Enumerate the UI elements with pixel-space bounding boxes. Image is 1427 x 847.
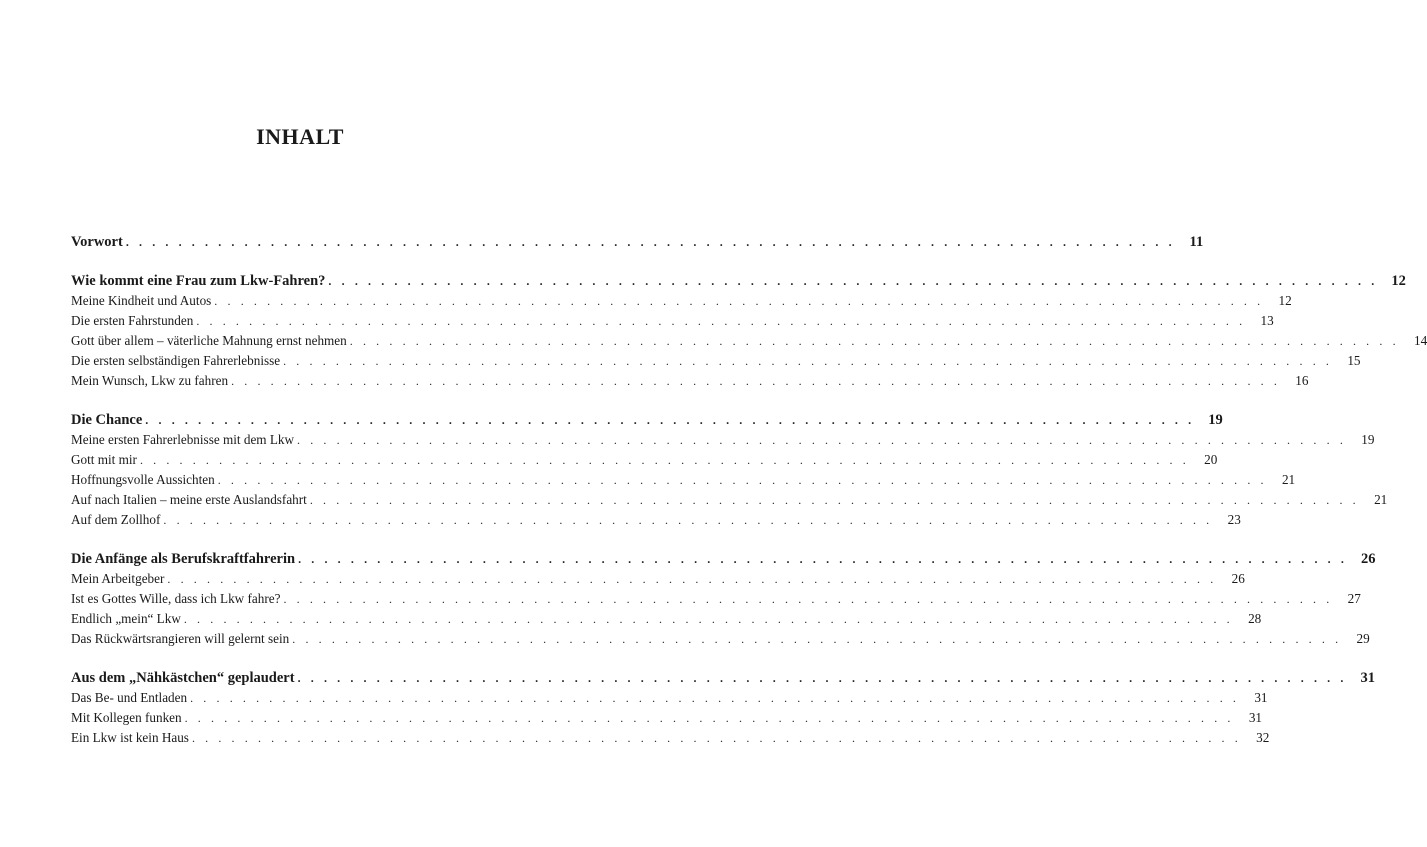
toc-entry-page: 14 — [1413, 333, 1427, 348]
dot-leader: . . . . . . . . . . . . . . . . . . . . . . . . . . . . . . . . . . . . . . . . . . . . . . . . . . . . . . . . . . . . . . . . . . . . . . . . . . . . . . . . — [297, 671, 1347, 685]
toc-entry[interactable] — [71, 728, 1270, 748]
toc-section — [71, 668, 1375, 748]
dot-leader: . . . . . . . . . . . . . . . . . . . . . . . . . . . . . . . . . . . . . . . . . . . . . . . . . . . . . . . . . . . . . . . . . . . . . . . . . . . . . . . . — [167, 572, 1217, 586]
toc-entry-label: Die ersten Fahrstunden — [71, 313, 194, 328]
toc-entry[interactable] — [71, 351, 1361, 371]
toc-section — [71, 271, 1427, 391]
toc-entry-label: Aus dem „Nähkästchen“ geplaudert — [71, 670, 295, 686]
dot-leader: . . . . . . . . . . . . . . . . . . . . . . . . . . . . . . . . . . . . . . . . . . . . . . . . . . . . . . . . . . . . . . . . . . . . . . . . . . . . . . . . — [184, 711, 1235, 725]
dot-leader: . . . . . . . . . . . . . . . . . . . . . . . . . . . . . . . . . . . . . . . . . . . . . . . . . . . . . . . . . . . . . . . . . . . . . . . . . . . . . . . . — [125, 235, 1176, 249]
dot-leader: . . . . . . . . . . . . . . . . . . . . . . . . . . . . . . . . . . . . . . . . . . . . . . . . . . . . . . . . . . . . . . . . . . . . . . . . . . . . . . . . — [328, 274, 1378, 288]
toc-chapter-entry[interactable] — [71, 232, 1204, 252]
toc-entry-label: Ein Lkw ist kein Haus — [71, 730, 189, 745]
dot-leader: . . . . . . . . . . . . . . . . . . . . . . . . . . . . . . . . . . . . . . . . . . . . . . . . . . . . . . . . . . . . . . . . . . . . . . . . . . . . . . . . — [283, 354, 1333, 368]
toc-entry-page: 12 — [1278, 293, 1292, 308]
toc-section — [71, 232, 1204, 252]
toc-entry-label: Endlich „mein“ Lkw — [71, 611, 181, 626]
toc-entry-page: 16 — [1295, 373, 1309, 388]
toc-entry[interactable] — [71, 609, 1262, 629]
dot-leader: . . . . . . . . . . . . . . . . . . . . . . . . . . . . . . . . . . . . . . . . . . . . . . . . . . . . . . . . . . . . . . . . . . . . . . . . . . . . . . . . — [217, 473, 1268, 487]
dot-leader: . . . . . . . . . . . . . . . . . . . . . . . . . . . . . . . . . . . . . . . . . . . . . . . . . . . . . . . . . . . . . . . . . . . . . . . . . . . . . . . . — [214, 294, 1264, 308]
dot-leader: . . . . . . . . . . . . . . . . . . . . . . . . . . . . . . . . . . . . . . . . . . . . . . . . . . . . . . . . . . . . . . . . . . . . . . . . . . . . . . . . — [231, 374, 1281, 388]
dot-leader: . . . . . . . . . . . . . . . . . . . . . . . . . . . . . . . . . . . . . . . . . . . . . . . . . . . . . . . . . . . . . . . . . . . . . . . . . . . . . . . . — [183, 612, 1234, 626]
dot-leader: . . . . . . . . . . . . . . . . . . . . . . . . . . . . . . . . . . . . . . . . . . . . . . . . . . . . . . . . . . . . . . . . . . . . . . . . . . . . . . . . — [297, 433, 1347, 447]
toc-entry-label: Gott mit mir — [71, 452, 137, 467]
toc-entry[interactable] — [71, 470, 1296, 490]
dot-leader: . . . . . . . . . . . . . . . . . . . . . . . . . . . . . . . . . . . . . . . . . . . . . . . . . . . . . . . . . . . . . . . . . . . . . . . . . . . . . . . . — [349, 334, 1400, 348]
toc-entry-label: Hoffnungsvolle Aussichten — [71, 472, 215, 487]
toc-entry[interactable] — [71, 708, 1263, 728]
toc-entry-page: 20 — [1204, 452, 1218, 467]
toc-entry-page: 15 — [1347, 353, 1361, 368]
toc-entry-label: Mit Kollegen funken — [71, 710, 182, 725]
dot-leader: . . . . . . . . . . . . . . . . . . . . . . . . . . . . . . . . . . . . . . . . . . . . . . . . . . . . . . . . . . . . . . . . . . . . . . . . . . . . . . . . — [283, 592, 1333, 606]
toc-entry[interactable] — [71, 589, 1361, 609]
toc-entry-label: Auf dem Zollhof — [71, 512, 161, 527]
toc-entry[interactable] — [71, 311, 1274, 331]
toc-entry-label: Gott über allem – väterliche Mahnung ernst nehmen — [71, 333, 347, 348]
toc-entry-page: 23 — [1227, 512, 1241, 527]
toc-entry-label: Meine Kindheit und Autos — [71, 293, 212, 308]
toc-entry-page: 11 — [1189, 234, 1204, 250]
toc-entry[interactable] — [71, 450, 1218, 470]
dot-leader: . . . . . . . . . . . . . . . . . . . . . . . . . . . . . . . . . . . . . . . . . . . . . . . . . . . . . . . . . . . . . . . . . . . . . . . . . . . . . . . . — [292, 632, 1342, 646]
toc-entry-label: Meine ersten Fahrerlebnisse mit dem Lkw — [71, 432, 295, 447]
page-title: INHALT — [256, 124, 344, 149]
toc-entry-label: Mein Arbeitgeber — [71, 571, 165, 586]
toc-entry-page: 12 — [1391, 273, 1406, 289]
toc-chapter-entry[interactable] — [71, 271, 1406, 291]
toc-entry-page: 31 — [1254, 690, 1268, 705]
toc-entry-page: 27 — [1347, 591, 1361, 606]
toc-entry-page: 26 — [1360, 551, 1376, 567]
toc-entry-label: Das Be- und Entladen — [71, 690, 188, 705]
toc-entry[interactable] — [71, 331, 1427, 351]
toc-entry-label: Die Chance — [71, 412, 143, 428]
toc-section — [71, 549, 1376, 649]
toc-entry-page: 32 — [1256, 730, 1270, 745]
toc-entry-page: 31 — [1360, 670, 1375, 686]
toc-entry-label: Die Anfänge als Berufskraftfahrerin — [71, 551, 296, 567]
toc-section — [71, 410, 1388, 530]
toc-entry[interactable] — [71, 291, 1292, 311]
toc-entry-page: 21 — [1281, 472, 1296, 487]
toc-entry-label: Die ersten selbständigen Fahrerlebnisse — [71, 353, 281, 368]
dot-leader: . . . . . . . . . . . . . . . . . . . . . . . . . . . . . . . . . . . . . . . . . . . . . . . . . . . . . . . . . . . . . . . . . . . . . . . . . . . . . . . . — [191, 731, 1242, 745]
toc-entry-page: 13 — [1260, 313, 1274, 328]
toc-entry[interactable] — [71, 688, 1268, 708]
toc-entry-page: 19 — [1361, 432, 1375, 447]
dot-leader: . . . . . . . . . . . . . . . . . . . . . . . . . . . . . . . . . . . . . . . . . . . . . . . . . . . . . . . . . . . . . . . . . . . . . . . . . . . . . . . . — [309, 493, 1360, 507]
dot-leader: . . . . . . . . . . . . . . . . . . . . . . . . . . . . . . . . . . . . . . . . . . . . . . . . . . . . . . . . . . . . . . . . . . . . . . . . . . . . . . . . — [196, 314, 1246, 328]
toc-entry[interactable] — [71, 510, 1241, 530]
dot-leader: . . . . . . . . . . . . . . . . . . . . . . . . . . . . . . . . . . . . . . . . . . . . . . . . . . . . . . . . . . . . . . . . . . . . . . . . . . . . . . . . — [190, 691, 1240, 705]
toc-entry-page: 26 — [1231, 571, 1245, 586]
toc-entry[interactable] — [71, 430, 1375, 450]
dot-leader: . . . . . . . . . . . . . . . . . . . . . . . . . . . . . . . . . . . . . . . . . . . . . . . . . . . . . . . . . . . . . . . . . . . . . . . . . . . . . . . . — [298, 552, 1348, 566]
toc-entry-page: 19 — [1208, 412, 1223, 428]
toc-entry[interactable] — [71, 629, 1370, 649]
dot-leader: . . . . . . . . . . . . . . . . . . . . . . . . . . . . . . . . . . . . . . . . . . . . . . . . . . . . . . . . . . . . . . . . . . . . . . . . . . . . . . . . — [145, 413, 1195, 427]
toc-entry-page: 28 — [1248, 611, 1262, 626]
toc-entry[interactable] — [71, 569, 1245, 589]
toc-chapter-entry[interactable] — [71, 668, 1375, 688]
toc-chapter-entry[interactable] — [71, 549, 1376, 569]
toc-entry-label: Wie kommt eine Frau zum Lkw-Fahren? — [71, 273, 326, 289]
toc-entry-label: Mein Wunsch, Lkw zu fahren — [71, 373, 229, 388]
toc-entry[interactable] — [71, 490, 1388, 510]
dot-leader: . . . . . . . . . . . . . . . . . . . . . . . . . . . . . . . . . . . . . . . . . . . . . . . . . . . . . . . . . . . . . . . . . . . . . . . . . . . . . . . . — [163, 513, 1213, 527]
toc-entry-label: Ist es Gottes Wille, dass ich Lkw fahre? — [71, 591, 281, 606]
toc-entry-page: 21 — [1374, 492, 1388, 507]
toc-entry-page: 31 — [1248, 710, 1263, 725]
toc-entry-label: Auf nach Italien – meine erste Auslandsfahrt — [71, 492, 307, 507]
toc-entry-label: Das Rückwärtsrangieren will gelernt sein — [71, 631, 290, 646]
toc-entry-page: 29 — [1356, 631, 1370, 646]
dot-leader: . . . . . . . . . . . . . . . . . . . . . . . . . . . . . . . . . . . . . . . . . . . . . . . . . . . . . . . . . . . . . . . . . . . . . . . . . . . . . . . . — [139, 453, 1190, 467]
table-of-contents — [71, 232, 1427, 767]
toc-chapter-entry[interactable] — [71, 410, 1223, 430]
toc-entry[interactable] — [71, 371, 1309, 391]
toc-entry-label: Vorwort — [71, 234, 123, 250]
